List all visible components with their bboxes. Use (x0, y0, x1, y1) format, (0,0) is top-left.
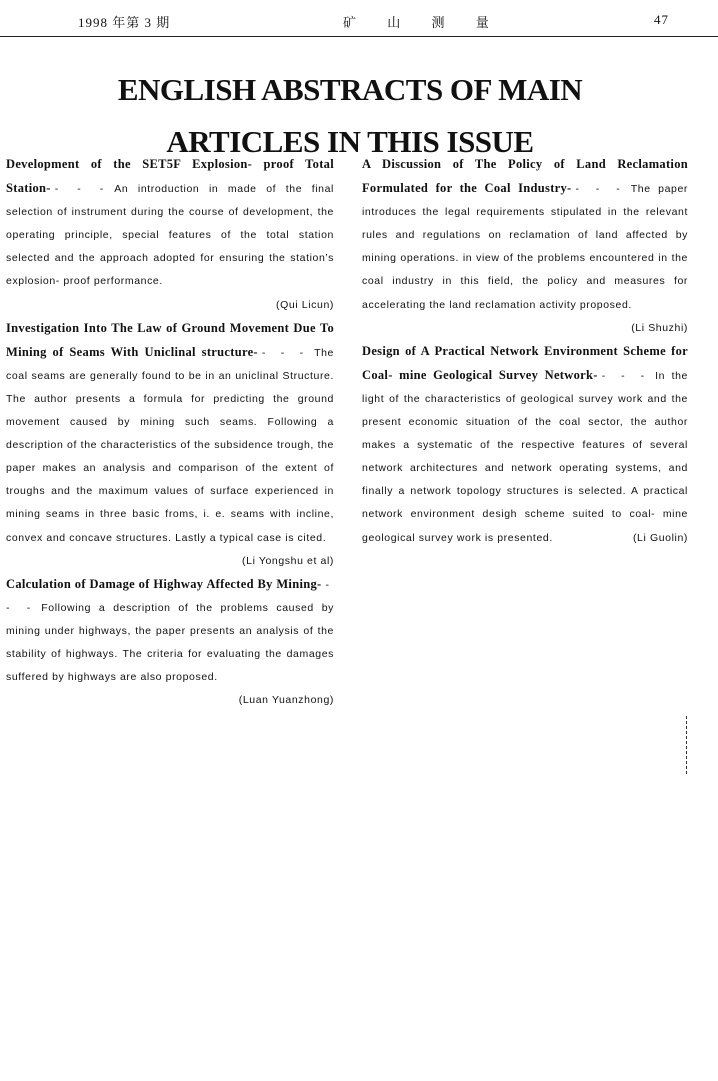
article-author: (Li Yongshu et al) (242, 554, 334, 567)
abstract-network-scheme (362, 340, 688, 550)
article-body: In the light of the characteristics of geological survey work and the present economic situation of the coal sector, the author makes a systematic of the respective features of several network architectures and network operating systems, and finally a network topology structures is selected. A practical network environment desigh scheme suited to coal- mine geological survey work is presented. (362, 369, 688, 544)
article-separator: - - - (6, 578, 334, 614)
article-separator: - - - (601, 369, 650, 382)
article-body: The paper introduces the legal requirements stipulated in the relevant rules and regulations on reclamation of land affected by mining operations. in view of the problems encountered in the coal industry in this field, the policy and measures for accelerating the land reclamation activity proposed. (362, 183, 689, 311)
abstract-highway-damage (6, 573, 334, 713)
right-column (362, 153, 688, 550)
article-title: Calculation of Damage of Highway Affected By Mining- (6, 576, 322, 591)
article-separator: - - - (54, 183, 109, 196)
title-line-1: ENGLISH ABSTRACTS OF MAIN (117, 72, 583, 107)
article-author: (Qui Licun) (276, 298, 334, 311)
article-author: (Luan Yuanzhong) (238, 694, 334, 707)
article-title: Investigation Into The Law of Ground Movement Due To Mining of Seams With Uniclinal structure- (6, 320, 334, 359)
article-author: (Li Guolin) (632, 531, 688, 544)
article-author: (Li Shuzhi) (631, 321, 688, 334)
margin-dashed-line (686, 716, 687, 774)
left-column (6, 153, 334, 712)
article-title: Development of the SET5F Explosion- proof Total Station- (6, 157, 334, 196)
article-body: Following a description of the problems caused by mining under highways, the paper presents an analysis of the stability of highways. The criteria for evaluating the damages suffered by highways are also proposed. (6, 601, 334, 684)
abstract-ground-movement (6, 317, 334, 567)
abstract-land-reclamation (362, 153, 688, 340)
article-title: A Discussion of The Policy of Land Reclamation Formulated for the Coal Industry- (362, 157, 688, 196)
article-body: An introduction in made of the final selection of instrument during the course of development, the operating principle, special features of the total station selected and the approach adopted for ensuring the station’s explosion- proof performance. (6, 183, 334, 288)
journal-issue: 1998 年第 3 期 (78, 15, 171, 30)
abstract-set5f (6, 153, 334, 317)
page-header (0, 0, 718, 37)
journal-name: 矿 山 测 量 (343, 15, 503, 30)
page-number: 47 (654, 12, 669, 27)
article-title: Design of A Practical Network Environment Scheme for Coal- mine Geological Survey Network- (362, 343, 688, 382)
article-separator: - - - (261, 346, 309, 359)
title-line-2: ARTICLES IN THIS ISSUE (166, 124, 534, 159)
article-separator: - - - (575, 183, 625, 196)
article-body: The coal seams are generally found to be in an uniclinal Structure. The author presents a formula for predicting the ground movement caused by mining such seams. Following a description of the characteristics of the subsidence trough, the paper makes an analysis and comparison of the extent of troughs and the maximum values of surface experienced in mining seams in three basic froms, i. e. seams with incline, convex and concave structures. Lastly a typical case is cited. (6, 346, 334, 544)
